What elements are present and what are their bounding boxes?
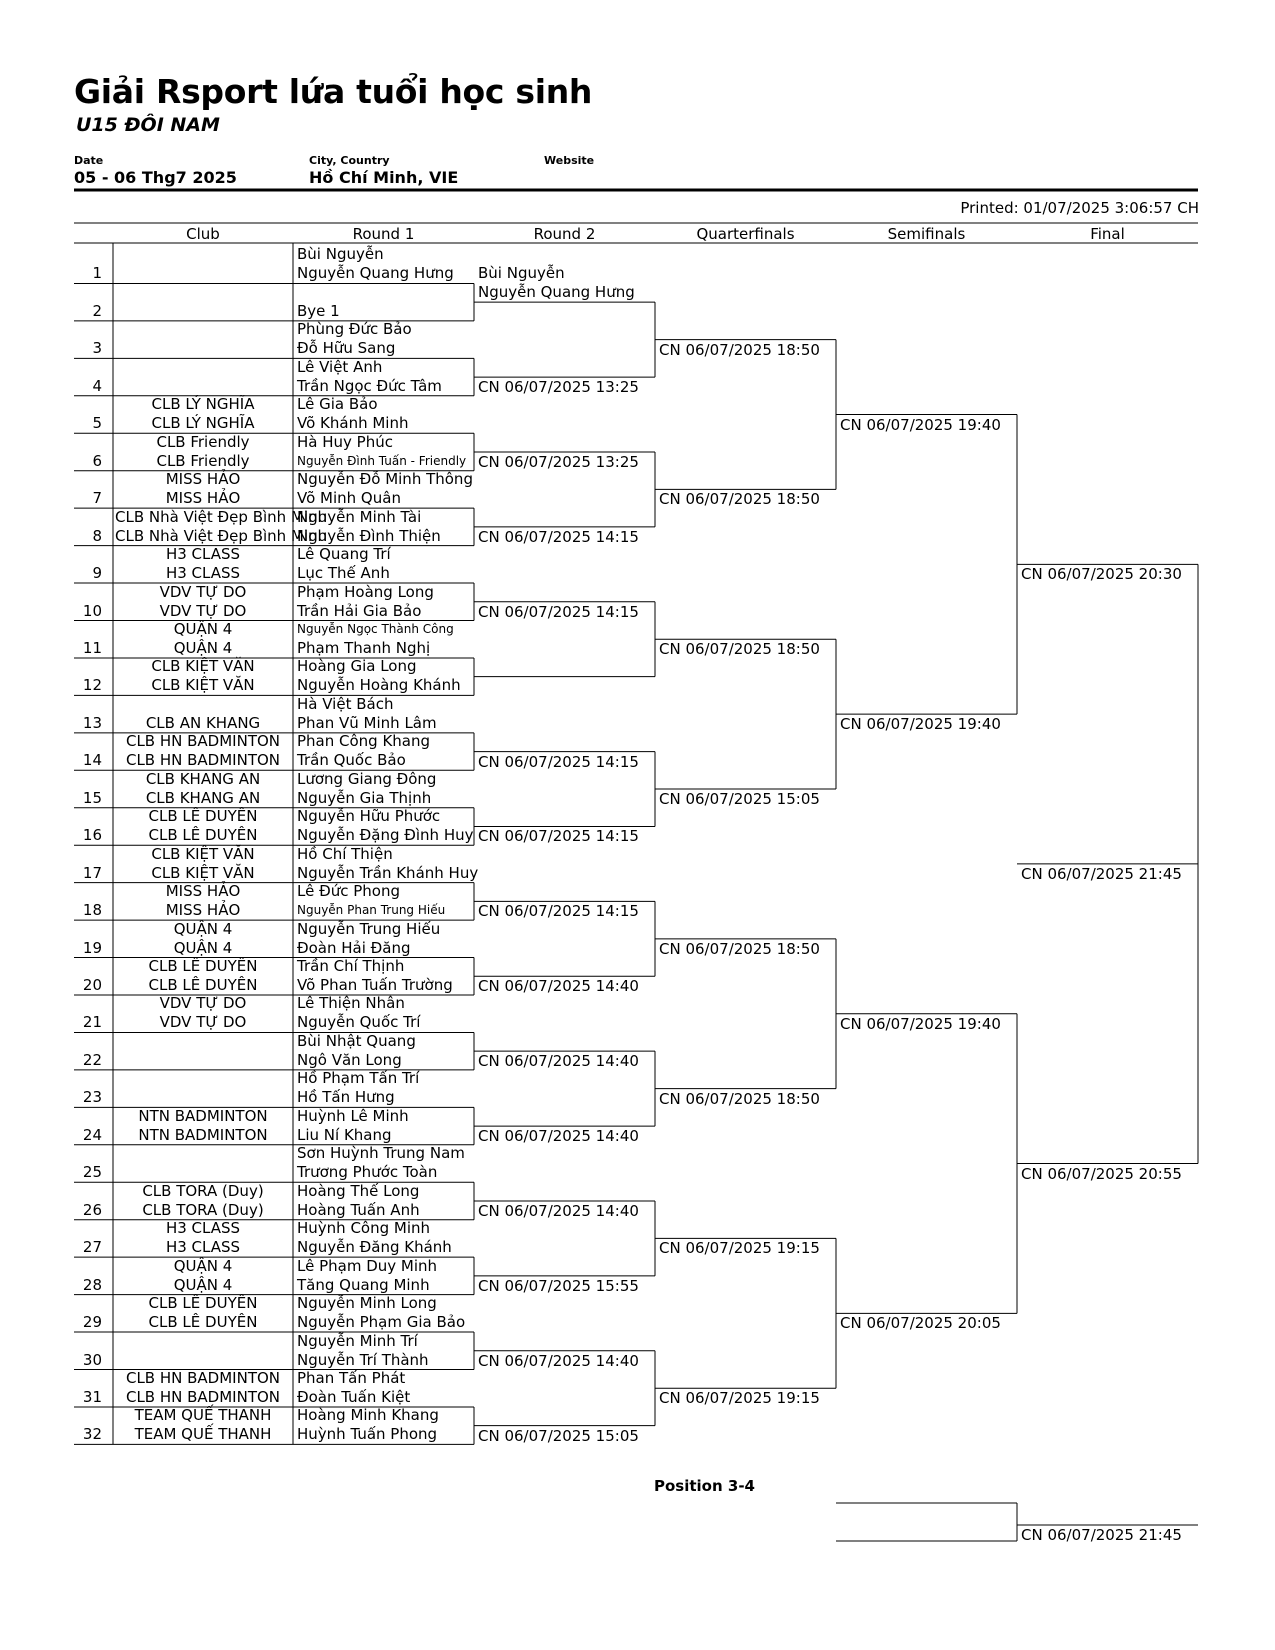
- entry-number: 28: [82, 1275, 102, 1294]
- entry-club: CLB KHANG AN: [145, 788, 261, 807]
- entry-number: 16: [82, 826, 102, 845]
- final-match-time: CN 06/07/2025 20:30: [1021, 565, 1182, 584]
- entry-player: Lê Gia Bảo: [297, 395, 378, 414]
- position34-match-time: CN 06/07/2025 21:45: [1021, 1526, 1182, 1544]
- entry-club: CLB LÝ NGHĨA: [151, 395, 255, 414]
- entry-player: Đoàn Tuấn Kiệt: [297, 1387, 411, 1406]
- entry-player: Huỳnh Công Minh: [297, 1219, 431, 1238]
- entry-number: 2: [92, 301, 102, 320]
- entry-club: MISS HẢO: [165, 882, 241, 901]
- entry-player: Trần Quốc Bảo: [297, 751, 406, 770]
- entry-number: 29: [82, 1313, 102, 1332]
- website-label: Website: [544, 154, 595, 167]
- quarterfinal-match-time: CN 06/07/2025 19:15: [659, 1389, 820, 1408]
- entry-player: Ngô Văn Long: [297, 1050, 402, 1069]
- column-header-quarterfinals: Quarterfinals: [696, 225, 795, 243]
- entry-club: CLB LÊ DUYÊN: [148, 826, 258, 845]
- position-3-4-label: Position 3-4: [654, 1477, 755, 1495]
- entry-club: CLB HN BADMINTON: [125, 751, 281, 770]
- entry-club: H3 CLASS: [165, 564, 241, 583]
- entry-club: MISS HẢO: [165, 489, 241, 508]
- entry-number: 14: [82, 751, 102, 770]
- city-value: Hồ Chí Minh, VIE: [309, 168, 459, 187]
- entry-number: 22: [82, 1050, 102, 1069]
- entry-club: CLB LÊ DUYÊN: [148, 807, 258, 826]
- entry-club: CLB KHANG AN: [145, 769, 261, 788]
- entry-number: 13: [82, 713, 102, 732]
- round2-match-time: CN 06/07/2025 13:25: [478, 452, 639, 471]
- entry-player: Nguyễn Ngọc Thành Công: [297, 621, 454, 636]
- entry-player: Hồ Chí Thiện: [297, 844, 393, 863]
- round2-player: Nguyễn Quang Hưng: [478, 283, 635, 302]
- entry-number: 8: [92, 526, 102, 545]
- entry-club: CLB LÊ DUYÊN: [148, 976, 258, 994]
- entry-club: H3 CLASS: [165, 1219, 241, 1238]
- entry-player: Hoàng Thế Long: [297, 1181, 420, 1200]
- entry-player: Trần Hải Gia Bảo: [297, 601, 422, 620]
- city-label: City, Country: [309, 154, 390, 167]
- entry-player: Lương Giang Đông: [297, 769, 437, 788]
- entry-number: 23: [82, 1088, 102, 1107]
- entry-club: CLB LÝ NGHĨA: [151, 414, 255, 433]
- entry-player: Nguyễn Đặng Đình Huy: [297, 826, 474, 845]
- round2-match-time: CN 06/07/2025 13:25: [478, 378, 639, 397]
- entry-player: Phạm Thanh Nghị: [297, 638, 431, 657]
- entry-player: Nguyễn Phan Trung Hiếu: [297, 903, 446, 918]
- entry-number: 24: [82, 1125, 102, 1144]
- round2-match-time: CN 06/07/2025 14:15: [478, 602, 639, 621]
- quarterfinal-match-time: CN 06/07/2025 15:05: [659, 790, 820, 809]
- entry-player: Bye 1: [297, 301, 340, 320]
- entry-club: QUẬN 4: [173, 1275, 233, 1294]
- entry-player: Bùi Nguyễn: [297, 245, 384, 264]
- column-header-semifinals: Semifinals: [887, 225, 966, 243]
- entry-player: Nguyễn Gia Thịnh: [297, 788, 432, 807]
- entry-number: 5: [92, 414, 102, 433]
- date-value: 05 - 06 Thg7 2025: [74, 168, 237, 187]
- entry-club: H3 CLASS: [165, 1238, 241, 1257]
- entry-number: 4: [92, 376, 102, 395]
- entry-club: CLB KIỆT VĂN: [151, 863, 255, 882]
- entry-player: Võ Phan Tuấn Trường: [297, 976, 453, 994]
- semifinal-match-time: CN 06/07/2025 19:40: [840, 715, 1001, 734]
- date-label: Date: [74, 154, 104, 167]
- entry-player: Huỳnh Tuấn Phong: [297, 1425, 438, 1444]
- column-header-club: Club: [186, 225, 220, 243]
- entry-club: CLB LÊ DUYÊN: [148, 957, 258, 975]
- entry-player: Lê Thiện Nhân: [297, 994, 405, 1013]
- entry-number: 30: [82, 1350, 102, 1369]
- entry-player: Lê Quang Trí: [297, 545, 391, 564]
- entry-player: Nguyễn Đăng Khánh: [297, 1238, 452, 1257]
- entry-club: CLB Friendly: [156, 432, 250, 451]
- quarterfinal-match-time: CN 06/07/2025 18:50: [659, 640, 820, 659]
- entry-club: CLB KIỆT VĂN: [151, 676, 255, 695]
- entry-player: Nguyễn Đình Thiện: [297, 526, 441, 545]
- round2-match-time: CN 06/07/2025 14:40: [478, 1351, 639, 1370]
- entry-player: Lê Việt Anh: [297, 357, 383, 376]
- round2-match-time: CN 06/07/2025 14:40: [478, 1201, 639, 1220]
- entry-player: Nguyễn Minh Tài: [297, 507, 422, 526]
- entry-player: Nguyễn Trung Hiếu: [297, 919, 441, 938]
- entry-club: CLB HN BADMINTON: [125, 1368, 281, 1387]
- quarterfinal-match-time: CN 06/07/2025 18:50: [659, 490, 820, 509]
- entry-number: 19: [82, 938, 102, 957]
- entry-club: CLB HN BADMINTON: [125, 1387, 281, 1406]
- entry-player: Nguyễn Phạm Gia Bảo: [297, 1313, 466, 1332]
- entry-club: MISS HẢO: [165, 470, 241, 489]
- entry-player: Tăng Quang Minh: [297, 1275, 430, 1294]
- entry-club: CLB AN KHANG: [145, 713, 261, 732]
- entry-player: Trương Phước Toàn: [297, 1163, 438, 1182]
- entry-club: QUẬN 4: [173, 619, 233, 638]
- entry-number: 21: [82, 1013, 102, 1032]
- entry-player: Hà Huy Phúc: [297, 432, 393, 451]
- round2-match-time: CN 06/07/2025 15:55: [478, 1276, 639, 1295]
- entry-player: Sơn Huỳnh Trung Nam: [297, 1144, 465, 1163]
- entry-number: 6: [92, 451, 102, 470]
- round2-match-time: CN 06/07/2025 14:15: [478, 902, 639, 921]
- entry-club: CLB Nhà Việt Đẹp Bình Minh: [115, 526, 328, 545]
- entry-club: VDV TỰ DO: [159, 582, 247, 601]
- entry-player: Hà Việt Bách: [297, 694, 394, 713]
- entry-player: Nguyễn Hữu Phước: [297, 807, 441, 826]
- final-match-time: CN 06/07/2025 21:45: [1021, 864, 1182, 883]
- entry-club: QUẬN 4: [173, 938, 233, 957]
- page-title: Giải Rsport lứa tuổi học sinh: [74, 72, 593, 111]
- round2-match-time: CN 06/07/2025 14:15: [478, 827, 639, 846]
- entry-club: CLB HN BADMINTON: [125, 732, 281, 751]
- entry-club: CLB Friendly: [156, 451, 250, 470]
- entry-player: Nguyễn Minh Trí: [297, 1331, 418, 1350]
- entry-club: CLB TORA (Duy): [142, 1200, 264, 1219]
- entry-player: Nguyễn Trần Khánh Huy: [297, 863, 479, 882]
- entry-player: Hồ Phạm Tấn Trí: [297, 1069, 420, 1088]
- entry-club: QUẬN 4: [173, 1256, 233, 1275]
- entry-number: 12: [82, 676, 102, 695]
- entry-club: VDV TỰ DO: [159, 994, 247, 1013]
- quarterfinal-match-time: CN 06/07/2025 18:50: [659, 340, 820, 359]
- entry-player: Liu Ní Khang: [297, 1125, 392, 1144]
- entry-player: Trần Chí Thịnh: [297, 957, 405, 975]
- quarterfinal-match-time: CN 06/07/2025 19:15: [659, 1239, 820, 1258]
- entry-number: 1: [92, 264, 102, 283]
- entry-club: H3 CLASS: [165, 545, 241, 564]
- entry-club: TEAM QUẾ THANH: [134, 1406, 272, 1425]
- entry-player: Phan Tấn Phát: [297, 1368, 406, 1387]
- entry-player: Nguyễn Quang Hưng: [297, 264, 454, 283]
- entry-club: NTN BADMINTON: [138, 1106, 268, 1125]
- entry-player: Lê Phạm Duy Minh: [297, 1256, 438, 1275]
- entry-number: 32: [82, 1425, 102, 1444]
- column-header-final: Final: [1090, 225, 1125, 243]
- entry-player: Nguyễn Đỗ Minh Thông: [297, 470, 473, 489]
- printed-timestamp: Printed: 01/07/2025 3:06:57 CH: [960, 199, 1199, 217]
- entry-club: VDV TỰ DO: [159, 1013, 247, 1032]
- entry-number: 31: [82, 1387, 102, 1406]
- round2-match-time: CN 06/07/2025 14:40: [478, 1052, 639, 1071]
- entry-player: Nguyễn Quốc Trí: [297, 1013, 421, 1032]
- entry-club: VDV TỰ DO: [159, 601, 247, 620]
- entry-number: 3: [92, 339, 102, 358]
- column-header-round-1: Round 1: [352, 225, 415, 243]
- final-match-time: CN 06/07/2025 20:55: [1021, 1164, 1182, 1183]
- entry-club: QUẬN 4: [173, 919, 233, 938]
- entry-number: 27: [82, 1238, 102, 1257]
- entry-player: Hoàng Minh Khang: [297, 1406, 439, 1425]
- round2-match-time: CN 06/07/2025 14:40: [478, 1127, 639, 1146]
- entry-player: Phan Vũ Minh Lâm: [297, 713, 437, 732]
- entry-club: NTN BADMINTON: [138, 1125, 268, 1144]
- entry-player: Nguyễn Trí Thành: [297, 1350, 429, 1369]
- entry-number: 10: [82, 601, 102, 620]
- entry-player: Phan Công Khang: [297, 732, 431, 751]
- round2-match-time: CN 06/07/2025 14:15: [478, 752, 639, 771]
- entry-number: 7: [92, 489, 102, 508]
- quarterfinal-match-time: CN 06/07/2025 18:50: [659, 1089, 820, 1108]
- entry-number: 26: [82, 1200, 102, 1219]
- round2-match-time: CN 06/07/2025 14:15: [478, 527, 639, 546]
- entry-player: Trần Ngọc Đức Tâm: [297, 376, 442, 395]
- entry-club: MISS HẢO: [165, 901, 241, 920]
- entry-club: QUẬN 4: [173, 638, 233, 657]
- round2-player: Bùi Nguyễn: [478, 264, 565, 283]
- entry-player: Võ Khánh Minh: [297, 414, 409, 433]
- entry-player: Nguyễn Đình Tuấn - Friendly: [297, 453, 467, 468]
- entry-club: CLB LÊ DUYÊN: [148, 1313, 258, 1332]
- round2-match-time: CN 06/07/2025 14:40: [478, 977, 639, 996]
- entry-player: Hồ Tấn Hưng: [297, 1088, 395, 1107]
- entry-player: Đoàn Hải Đăng: [297, 938, 411, 957]
- entry-club: CLB Nhà Việt Đẹp Bình Minh: [115, 507, 328, 526]
- quarterfinal-match-time: CN 06/07/2025 18:50: [659, 939, 820, 958]
- entry-number: 20: [82, 976, 102, 994]
- semifinal-match-time: CN 06/07/2025 20:05: [840, 1314, 1001, 1333]
- entry-player: Bùi Nhật Quang: [297, 1031, 416, 1050]
- entry-number: 18: [82, 901, 102, 920]
- entry-player: Phạm Hoàng Long: [297, 582, 434, 601]
- entry-player: Phùng Đức Bảo: [297, 320, 412, 339]
- column-header-round-2: Round 2: [533, 225, 596, 243]
- entry-club: CLB LÊ DUYÊN: [148, 1294, 258, 1313]
- entry-player: Đỗ Hữu Sang: [297, 339, 396, 358]
- entry-player: Lục Thế Anh: [297, 564, 390, 583]
- entry-club: TEAM QUẾ THANH: [134, 1425, 272, 1444]
- entry-number: 15: [82, 788, 102, 807]
- entry-player: Hoàng Gia Long: [297, 657, 417, 676]
- entry-player: Lê Đức Phong: [297, 882, 400, 901]
- round2-match-time: CN 06/07/2025 15:05: [478, 1426, 639, 1445]
- entry-player: Nguyễn Hoàng Khánh: [297, 676, 461, 695]
- entry-club: CLB KIỆT VĂN: [151, 844, 255, 863]
- entry-number: 17: [82, 863, 102, 882]
- entry-player: Nguyễn Minh Long: [297, 1294, 437, 1313]
- entry-number: 9: [92, 564, 102, 583]
- entry-number: 11: [82, 638, 102, 657]
- entry-club: CLB KIỆT VĂN: [151, 657, 255, 676]
- entry-player: Võ Minh Quân: [297, 489, 401, 508]
- entry-player: Huỳnh Lê Minh: [297, 1106, 409, 1125]
- entry-number: 25: [82, 1163, 102, 1182]
- entry-player: Hoàng Tuấn Anh: [297, 1200, 420, 1219]
- semifinal-match-time: CN 06/07/2025 19:40: [840, 415, 1001, 434]
- entry-club: CLB TORA (Duy): [142, 1181, 264, 1200]
- semifinal-match-time: CN 06/07/2025 19:40: [840, 1014, 1001, 1033]
- event-subtitle: U15 ĐÔI NAM: [76, 114, 220, 136]
